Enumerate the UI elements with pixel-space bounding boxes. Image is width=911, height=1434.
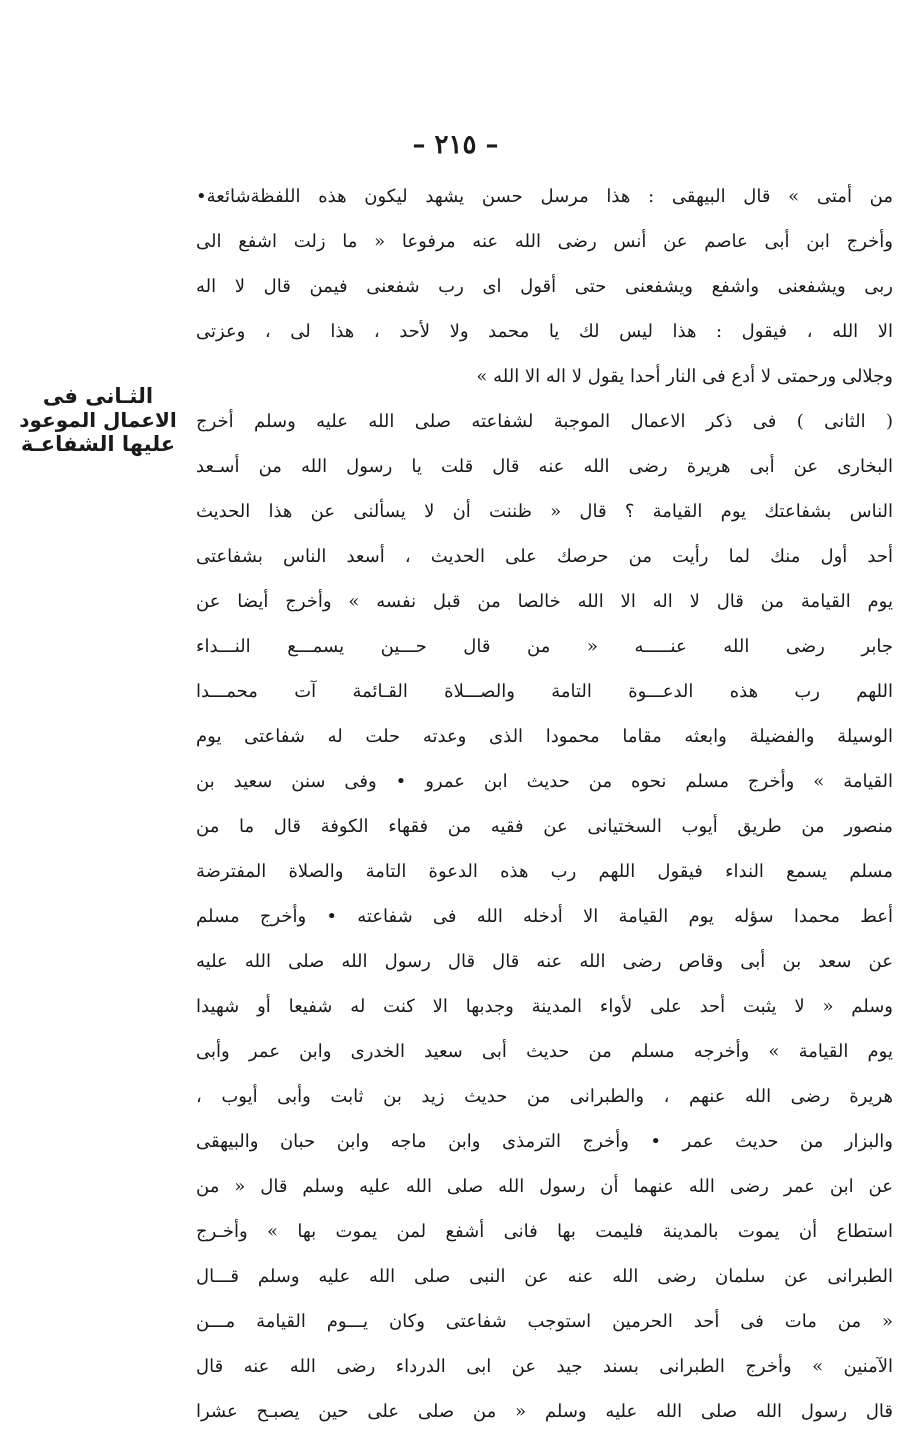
text-line: قال رسول الله صلى الله عليه وسلم « من صلى على حين يصبـح عشرا bbox=[196, 1401, 893, 1422]
text-line: وسلم « لا يثبت أحد على لأواء المدينة وجدبها الا كنت له شفيعا أو شهيدا bbox=[196, 996, 893, 1017]
text-line: ربى ويشفعنى واشفع ويشفعنى حتى أقول اى رب شفعنى فيمن قال لا اله bbox=[196, 276, 893, 297]
text-line: البخارى عن أبى هريرة رضى الله عنه قال قلت يا رسول الله من أسـعد bbox=[196, 456, 893, 477]
text-line: « من مات فى أحد الحرمين استوجب شفاعتى وكان يـــوم القيامة مـــن bbox=[196, 1311, 893, 1332]
text-line: وأخرج ابن أبى عاصم عن أنس رضى الله عنه مرفوعا « ما زلت اشفع الى bbox=[196, 231, 893, 252]
text-line: ( الثانى ) فى ذكر الاعمال الموجبة لشفاعته صلى الله عليه وسلم أخرج bbox=[196, 411, 893, 432]
text-line: الناس بشفاعتك يوم القيامة ؟ قال « ظننت أن لا يسألنى عن هذا الحديث bbox=[196, 501, 893, 522]
main-text bbox=[196, 174, 893, 1434]
margin-heading-line: عليها الشفاعـة bbox=[20, 432, 176, 456]
text-line: الآمنين » وأخرج الطبرانى بسند جيد عن ابى الدرداء رضى الله عنه قال bbox=[196, 1356, 893, 1377]
text-line: هريرة رضى الله عنهم ، والطبرانى من حديث زيد بن ثابت وأبى أيوب ، bbox=[196, 1086, 893, 1107]
text-line: الطبرانى عن سلمان رضى الله عنه عن النبى صلى الله عليه وسلم قـــال bbox=[196, 1266, 893, 1287]
text-line: اللهم رب هذه الدعـــوة التامة والصـــلاة القـائمة آت محمـــدا bbox=[196, 681, 893, 702]
margin-heading bbox=[18, 384, 178, 456]
text-line: استطاع أن يموت بالمدينة فليمت بها فانى أشفع لمن يموت بها » وأخـرج bbox=[196, 1221, 893, 1242]
margin-heading-line: الثـانى فى bbox=[42, 384, 154, 408]
text-line: مسلم يسمع النداء فيقول اللهم رب هذه الدعوة التامة والصلاة المفترضة bbox=[196, 861, 893, 882]
text-line: أحد أول منك لما رأيت من حرصك على الحديث ، أسعد الناس بشفاعتى bbox=[196, 546, 893, 567]
text-line: عن ابن عمر رضى الله عنهما أن رسول الله صلى الله عليه وسلم قال « من bbox=[196, 1176, 893, 1197]
text-line: القيامة » وأخرج مسلم نحوه من حديث ابن عمرو • وفى سنن سعيد بن bbox=[196, 771, 893, 792]
text-line: يوم القيامة » وأخرجه مسلم من حديث أبى سعيد الخدرى وابن عمر وأبى bbox=[196, 1041, 893, 1062]
margin-heading-line: الاعمال الموعود bbox=[19, 408, 177, 432]
page-number: – ٢١٥ – bbox=[412, 130, 499, 160]
text-line: منصور من طريق أيوب السختيانى عن فقيه من فقهاء الكوفة قال ما من bbox=[196, 816, 893, 837]
text-line: أعط محمدا سؤله يوم القيامة الا أدخله الله فى شفاعته • وأخرج مسلم bbox=[196, 906, 893, 927]
text-line: يوم القيامة من قال لا اله الا الله خالصا من قبل نفسه » وأخرج أيضا عن bbox=[196, 591, 893, 612]
text-line: وجلالى ورحمتى لا أدع فى النار أحدا يقول لا اله الا الله » bbox=[476, 366, 893, 387]
text-line: عن سعد بن أبى وقاص رضى الله عنه قال قال رسول الله صلى الله عليه bbox=[196, 951, 893, 972]
text-line: والبزار من حديث عمر • وأخرج الترمذى وابن ماجه وابن حبان والبيهقى bbox=[196, 1131, 893, 1152]
text-line: الوسيلة والفضيلة وابعثه مقاما محمودا الذى وعدته حلت له شفاعتى يوم bbox=[196, 726, 893, 747]
text-line: الا الله ، فيقول : هذا ليس لك يا محمد ولا لأحد ، هذا لى ، وعزتى bbox=[196, 321, 893, 342]
text-line: جابر رضى الله عنـــــه « من قال حـــين يسمـــع النـــداء bbox=[196, 636, 893, 657]
text-line: من أمتى » قال البيهقى : هذا مرسل حسن يشهد ليكون هذه اللفظةشائعة• bbox=[196, 186, 893, 207]
